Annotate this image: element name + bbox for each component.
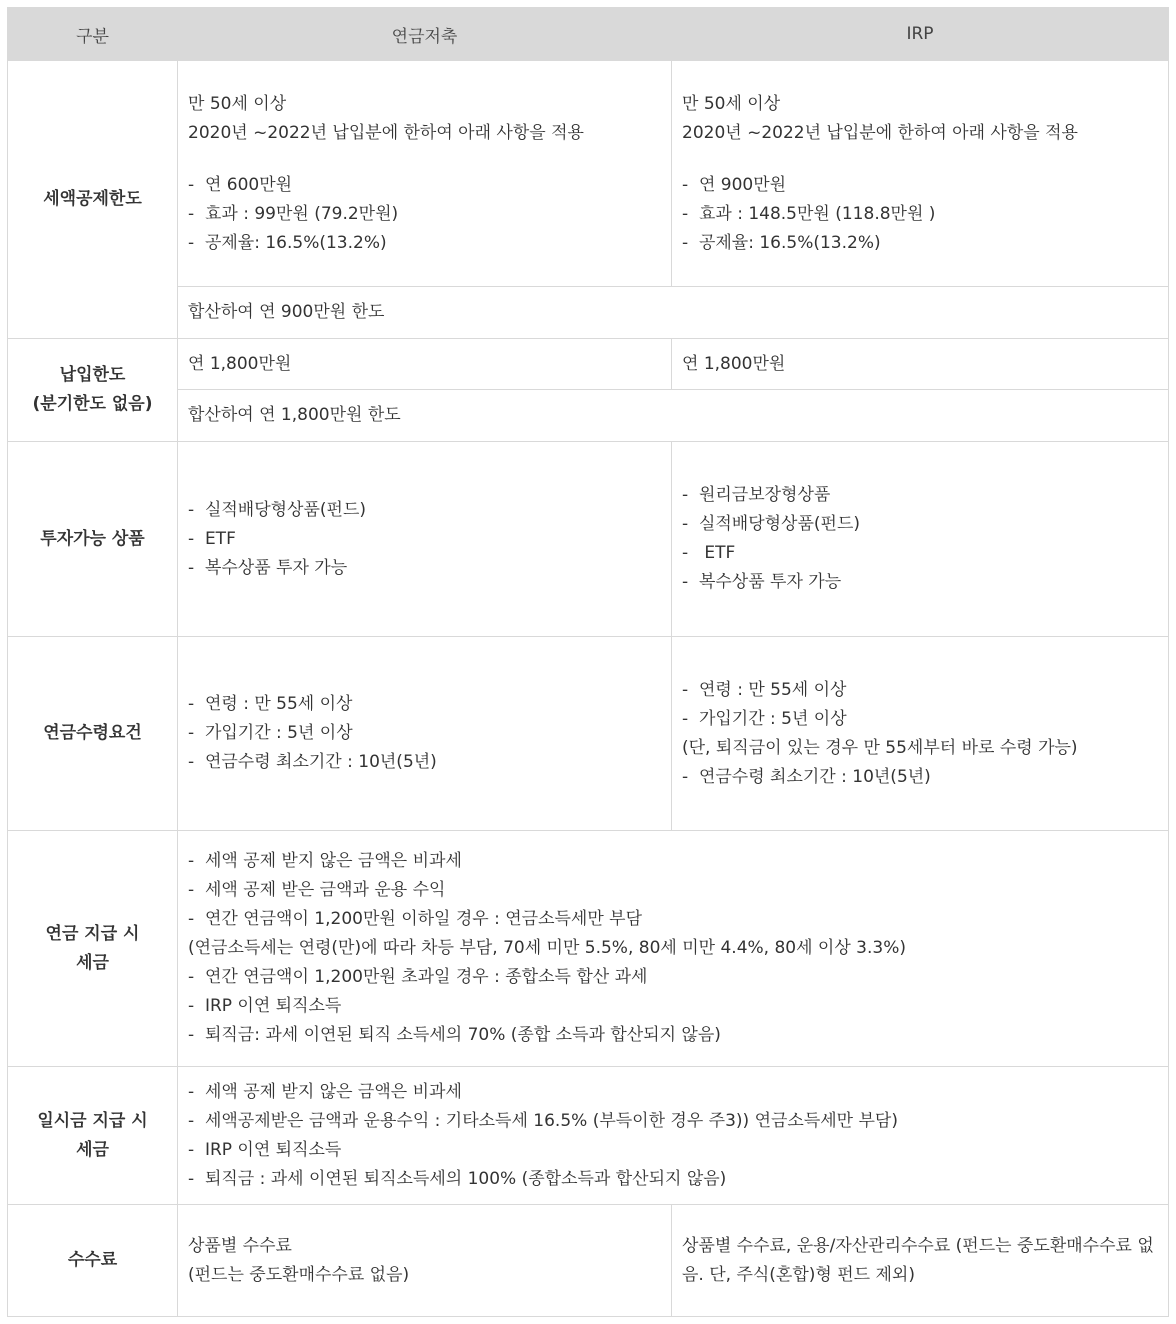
row-label-line: 연금 지급 시 — [45, 923, 140, 944]
list-item: - 연 600만원 — [188, 174, 293, 195]
row-label-fees: 수수료 — [8, 1205, 178, 1317]
list-item: - 연령 : 만 55세 이상 — [682, 679, 847, 700]
products-pension-cell — [178, 442, 672, 637]
list-item: 2020년 ~2022년 납입분에 한하여 아래 사항을 적용 — [188, 122, 584, 143]
list-item: - 가입기간 : 5년 이상 — [682, 708, 847, 729]
list-item: - 퇴직금: 과세 이연된 퇴직 소득세의 70% (종합 소득과 합산되지 않음) — [188, 1025, 721, 1045]
list-item: - 연금수령 최소기간 : 10년(5년) — [188, 752, 437, 772]
row-label-line: 일시금 지급 시 — [37, 1110, 148, 1131]
list-item: (펀드는 중도환매수수료 없음) — [188, 1264, 410, 1285]
table-row — [8, 637, 1169, 831]
tax-credit-irp-cell — [672, 61, 1169, 287]
row-label-payment-limit — [8, 339, 178, 442]
payment-limit-pension-cell: 연 1,800만원 — [178, 339, 672, 390]
list-item: 2020년 ~2022년 납입분에 한하여 아래 사항을 적용 — [682, 122, 1078, 143]
table-row — [8, 390, 1169, 442]
list-item: - 연 900만원 — [682, 174, 787, 195]
list-item: - 복수상품 투자 가능 — [188, 557, 348, 578]
list-item: 만 50세 이상 — [188, 93, 287, 114]
pension-tax-cell — [178, 831, 1169, 1067]
list-item: - 세액 공제 받은 금액과 운용 수익 — [188, 880, 446, 900]
lump-sum-tax-cell — [178, 1067, 1169, 1205]
list-item: - IRP 이연 퇴직소득 — [188, 996, 342, 1016]
list-item: - ETF — [188, 528, 236, 549]
table-row — [8, 61, 1169, 287]
list-item: - 세액 공제 받지 않은 금액은 비과세 — [188, 1081, 462, 1102]
row-label-products: 투자가능 상품 — [8, 442, 178, 637]
fees-pension-cell — [178, 1205, 672, 1317]
products-irp-cell — [672, 442, 1169, 637]
list-item: - 실적배당형상품(펀드) — [682, 514, 861, 534]
tax-credit-combined-cell: 합산하여 연 900만원 한도 — [178, 287, 1169, 339]
row-label-line: (분기한도 없음) — [32, 394, 153, 414]
list-item: - 세액공제받은 금액과 운용수익 : 기타소득세 16.5% (부득이한 경우 주3)) 연금소득세만 부담) — [188, 1110, 898, 1131]
header-pension-savings: 연금저축 — [178, 8, 672, 61]
list-item: - 실적배당형상품(펀드) — [188, 499, 367, 520]
list-item: - ETF — [682, 543, 736, 563]
row-label-pension-tax — [8, 831, 178, 1067]
list-item: - 연령 : 만 55세 이상 — [188, 694, 353, 714]
comparison-table — [7, 7, 1169, 1317]
list-item: - 복수상품 투자 가능 — [682, 572, 842, 592]
conditions-irp-cell — [672, 637, 1169, 831]
header-category: 구분 — [8, 8, 178, 61]
list-item: - 세액 공제 받지 않은 금액은 비과세 — [188, 851, 462, 871]
row-label-line: 세금 — [76, 1139, 109, 1160]
list-item: - 효과 : 148.5만원 (118.8만원 ) — [682, 203, 936, 224]
row-label-conditions: 연금수령요건 — [8, 637, 178, 831]
list-item: (연금소득세는 연령(만)에 따라 차등 부담, 70세 미만 5.5%, 80세 미만 4.4%, 80세 이상 3.3%) — [188, 938, 907, 958]
table-row — [8, 442, 1169, 637]
fees-irp-cell: 상품별 수수료, 운용/자산관리수수료 (펀드는 중도환매수수료 없음. 단, 주식(혼합)형 펀드 제외) — [672, 1205, 1169, 1317]
list-item: (단, 퇴직금이 있는 경우 만 55세부터 바로 수령 가능) — [682, 737, 1078, 758]
payment-limit-combined-cell: 합산하여 연 1,800만원 한도 — [178, 390, 1169, 442]
list-item: - 퇴직금 : 과세 이연된 퇴직소득세의 100% (종합소득과 합산되지 않음) — [188, 1168, 727, 1189]
list-item: - IRP 이연 퇴직소득 — [188, 1139, 342, 1160]
table-row — [8, 831, 1169, 1067]
table-row — [8, 1067, 1169, 1205]
tax-credit-pension-cell — [178, 61, 672, 287]
list-item: - 원리금보장형상품 — [682, 485, 831, 505]
row-label-tax-credit: 세액공제한도 — [8, 61, 178, 339]
header-irp: IRP — [672, 8, 1169, 61]
table-row — [8, 339, 1169, 390]
list-item: - 연간 연금액이 1,200만원 초과일 경우 : 종합소득 합산 과세 — [188, 967, 648, 987]
list-item: - 연간 연금액이 1,200만원 이하일 경우 : 연금소득세만 부담 — [188, 909, 643, 929]
table-row — [8, 287, 1169, 339]
list-item: - 공제율: 16.5%(13.2%) — [188, 232, 387, 253]
row-label-line: 세금 — [76, 952, 109, 973]
table-header-row — [8, 8, 1169, 61]
list-item: - 공제율: 16.5%(13.2%) — [682, 232, 881, 253]
payment-limit-irp-cell: 연 1,800만원 — [672, 339, 1169, 390]
row-label-line: 납입한도 — [59, 365, 126, 385]
list-item: - 연금수령 최소기간 : 10년(5년) — [682, 766, 931, 787]
table-row — [8, 1205, 1169, 1317]
list-item: - 가입기간 : 5년 이상 — [188, 723, 353, 743]
conditions-pension-cell — [178, 637, 672, 831]
row-label-lump-sum-tax — [8, 1067, 178, 1205]
list-item: - 효과 : 99만원 (79.2만원) — [188, 203, 399, 224]
list-item: 만 50세 이상 — [682, 93, 781, 114]
list-item: 상품별 수수료 — [188, 1235, 292, 1256]
